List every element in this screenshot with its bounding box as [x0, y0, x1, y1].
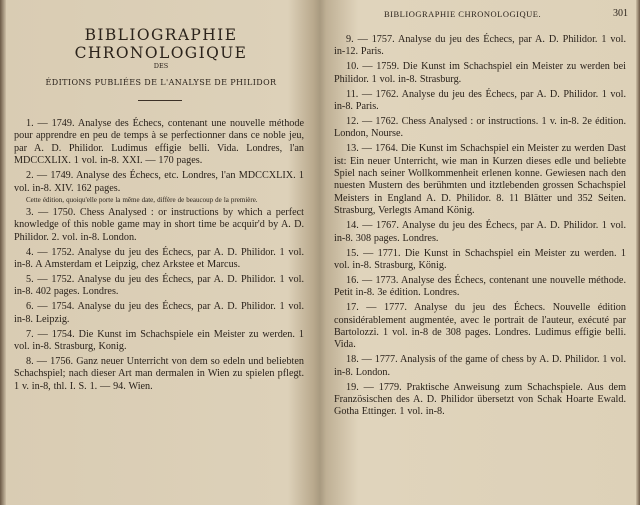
title-connector: DES — [153, 62, 169, 70]
entry-2: 2. — 1749. Analyse des Échecs, etc. Londres, l'an MDCCXLIX. 1 vol. in-8. XIV. 162 pages. — [14, 170, 304, 194]
scan-edge-right — [636, 0, 640, 505]
entry-2-note: Cette édition, quoiqu'elle porte la même date, diffère de beaucoup de la première. — [26, 196, 258, 205]
entry-7: 7. — 1754. Die Kunst im Schachspiele ein Meister zu werden. 1 vol. in-8. Strasburg, Konig. — [14, 328, 304, 352]
entry-16: 16. — 1773. Analyse des Échecs, contenant une nouvelle méthode. Petit in-8. 3e édition. Londres. — [334, 274, 626, 299]
page-title: BIBLIOGRAPHIE CHRONOLOGIQUE — [74, 26, 248, 62]
page-number: 301 — [613, 8, 628, 19]
page-subtitle: ÉDITIONS PUBLIÉES DE L'ANALYSE DE PHILIDOR — [45, 78, 277, 87]
running-head: BIBLIOGRAPHIE CHRONOLOGIQUE. — [384, 9, 542, 19]
entry-8: 8. — 1756. Ganz neuer Unterricht von dem so edeln und beliebten Schachspiel; nach dieser Art man dermalen in Wien zu spielen pflegt. 1 v. in-8, thl. I. S. 1. — 94. Wien. — [14, 355, 304, 392]
right-page — [322, 0, 640, 505]
entry-12: 12. — 1762. Chess Analysed : or instructions. 1 v. in-8. 2e édition. London, Nourse. — [334, 115, 626, 140]
entry-19: 19. — 1779. Praktische Anweisung zum Schachspiele. Aus dem Französischen des A. D. Philidor übersetzt von Schak Hoarte Ewald. Gotha Ettinger. 1 vol. in-8. — [334, 381, 626, 418]
entry-11: 11. — 1762. Analyse du jeu des Échecs, par A. D. Philidor. 1 vol. in-8. Paris. — [334, 88, 626, 113]
entry-10: 10. — 1759. Die Kunst im Schachspiel ein Meister zu werden bei Philidor. 1 vol. in-8. Strasburg. — [334, 61, 626, 85]
entry-17: 17. — 1777. Analyse du jeu des Échecs. Nouvelle édition considérablement augmentée, avec le portrait de l'auteur, exécuté par Bartolozzi. 1 vol. in-8 de 308 pages. Londres. Ludimus effigie belli. Vida. — [334, 302, 626, 351]
left-entries — [14, 118, 304, 396]
right-entries — [334, 34, 626, 421]
entry-15: 15. — 1771. Die Kunst in Schachspiel ein Meister zu werden. 1 vol. in-8. Strasburg, König. — [334, 247, 626, 271]
entry-14: 14. — 1767. Analyse du jeu des Échecs, par A. D. Philidor. 1 vol. in-8. 308 pages. Londres. — [334, 220, 626, 244]
title-rule — [138, 100, 182, 101]
entry-18: 18. — 1777. Analysis of the game of chess by A. D. Philidor. 1 vol. in-8. London. — [334, 354, 626, 378]
entry-13: 13. — 1764. Die Kunst im Schachspiel ein Meister zu werden Dast ist: Ein neuer Unterricht, wie man in Kurzen dieses edle und beliebte Spiel nach seiner Wollkommenheit erlenen konne. Gewiesen nach den nuesten Mustern des berühmten und itztlebenden grossen Schachspiel Meisters in England A. D. Philidor. 8. 11 Blätter und 352 Seiten. Strasburg, Verlegts Amand König. — [334, 143, 626, 217]
entry-9: 9. — 1757. Analyse du jeu des Échecs, par A. D. Philidor. 1 vol. in-12. Paris. — [334, 34, 626, 58]
entry-5: 5. — 1752. Analyse du jeu des Échecs, par A. D. Philidor. 1 vol. in-8. 402 pages. Londres. — [14, 273, 304, 298]
entry-4: 4. — 1752. Analyse du jeu des Échecs, par A. D. Philidor. 1 vol. in-8. A Amsterdam et Leipzig, chez Arkstee et Marcus. — [14, 246, 304, 271]
entry-1: 1. — 1749. Analyse des Échecs, contenant une nouvelle méthode pour apprendre en peu de temps à se perfectionner dans ce noble jeu, par A. D. Philidor. Ludimus effigie belli. Vida. Londres, l'an MDCCXLIX. 1 vol. in-8. XXI. — 170 pages. — [14, 118, 304, 167]
entry-3: 3. — 1750. Chess Analysed : or instructions by which a perfect knowledge of this noble game may in short time be acquir'd by A. D. Philidor. 2. vol. in-8. London. — [14, 206, 304, 243]
entry-6: 6. — 1754. Analyse du jeu des Échecs, par A. D. Philidor. 1 vol. in-8. Leipzig. — [14, 301, 304, 325]
